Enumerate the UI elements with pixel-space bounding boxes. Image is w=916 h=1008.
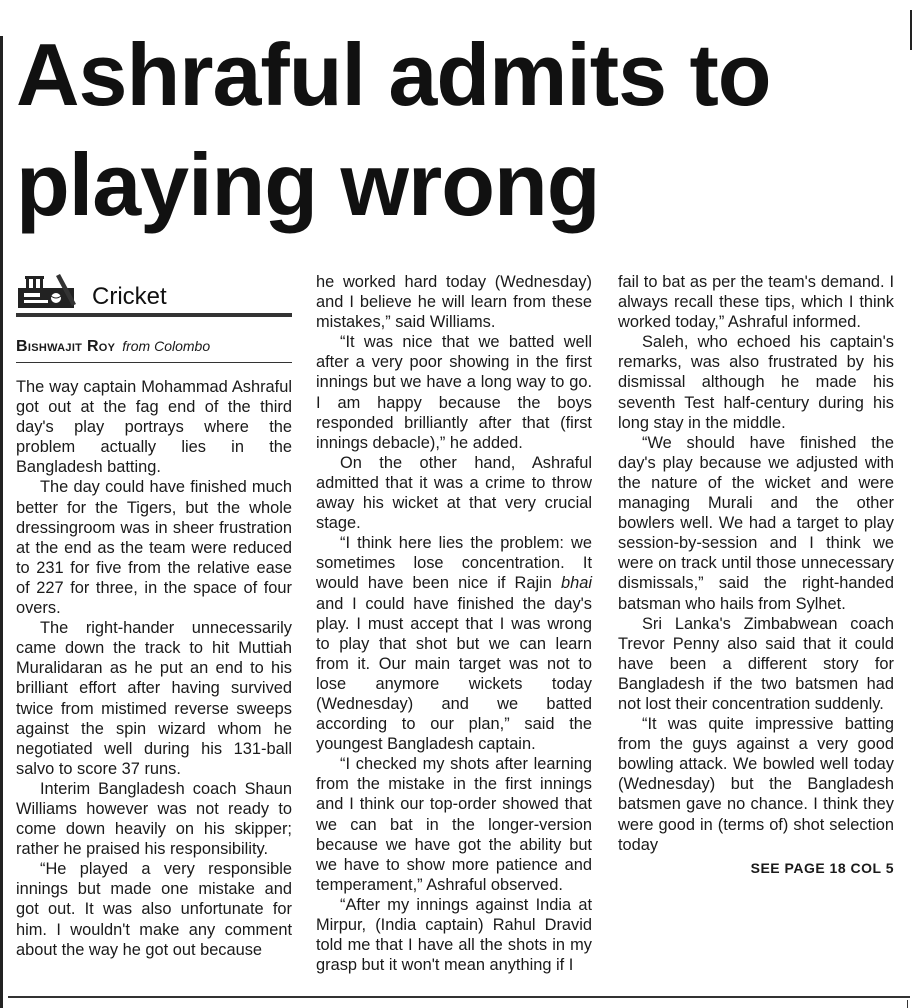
bottom-tick (907, 1000, 908, 1008)
byline-rule (16, 362, 292, 363)
paragraph: “It was nice that we batted well after a very poor showing in the first innings but we have a long way to go. I am happy because the boys responded brilliantly after that (first innings debacle),” he added. (316, 333, 592, 452)
paragraph-text: “I think here lies the problem: we sometimes lose concentration. It would have been nice if Rajin (316, 534, 592, 593)
paragraph: The day could have finished much better for the Tigers, but the whole dressingroom was in sheer frustration at the end as the team were reduced to 231 for five from the relative ease of 227 for three, in the space of four overs. (16, 478, 292, 618)
section-label: Cricket (92, 283, 167, 310)
paragraph: “It was quite impressive batting from the guys against a very good bowling attack. We bowled well today (Wednesday) but the Bangladesh batsmen gave no chance. I think they were good in (terms of) shot selection today (618, 715, 894, 854)
article-column-1 (16, 272, 292, 960)
paragraph: The way captain Mohammad Ashraful got out at the fag end of the third day's play portrays where the problem actually lies in the Bangladesh batting. (16, 378, 292, 477)
section-logo (16, 272, 292, 310)
paragraph (316, 533, 592, 754)
byline-author: Bishwajit Roy (16, 338, 116, 355)
paragraph: The right-hander unnecessarily came down the track to hit Muttiah Muralidaran as he put an end to his brilliant effort after having survived twice from mistimed reverse sweeps against the spin wizard whom he negotiated well during his 131-ball salvo to score 37 runs. (16, 619, 292, 778)
paragraph: “We should have finished the day's play because we adjusted with the nature of the wicket and were managing Murali and the other bowlers well. We had a target to play session-by-session and I think we were on track until those unnecessary dismissals,” said the right-handed batsman who hails from Sylhet. (618, 433, 894, 613)
headline (16, 20, 906, 240)
bottom-rule (8, 996, 910, 998)
byline-location: from Colombo (122, 338, 211, 354)
italic-word: bhai (561, 574, 592, 593)
page-edge-right (910, 10, 912, 50)
paragraph: fail to bat as per the team's demand. I always recall these tips, which I think worked today,” Ashraful informed. (618, 273, 894, 332)
byline (16, 337, 292, 356)
article-column-2 (316, 272, 592, 975)
headline-line-1: Ashraful admits to (16, 25, 771, 124)
page-edge-left (0, 36, 3, 1008)
paragraph: On the other hand, Ashraful admitted that it was a crime to throw away his wicket at that very crucial stage. (316, 453, 592, 533)
paragraph-text: and I could have finished the day's play. I must accept that I was wrong to play that shot but we can learn from it. Our main target was not to lose anymore wickets today (Wednesday) and we batted according to our plan,” said the youngest Bangladesh captain. (316, 594, 592, 754)
paragraph: Interim Bangladesh coach Shaun Williams however was not ready to come down heavily on his skipper; rather he praised his responsibility. (16, 779, 292, 859)
article-column-3 (618, 272, 894, 879)
paragraph: “I checked my shots after learning from the mistake in the first innings and I think our top-order showed that we can bat in the longer-version because we have got the ability but we have to show more patience and temperament,” Ashraful observed. (316, 755, 592, 894)
headline-line-2: playing wrong (16, 135, 600, 234)
paragraph: “After my innings against India at Mirpur, (India captain) Rahul Dravid told me that I have all the shots in my grasp but it won't mean anything if I (316, 895, 592, 975)
paragraph: he worked hard today (Wednesday) and I believe he will learn from these mistakes,” said Williams. (316, 273, 592, 332)
section-rule (16, 313, 292, 317)
paragraph: Saleh, who echoed his captain's remarks, was also frustrated by his dismissal although he made his seventh Test half-century during his long stay in the middle. (618, 333, 894, 432)
continuation-jump: SEE PAGE 18 COL 5 (750, 859, 894, 876)
paragraph: “He played a very responsible innings but made one mistake and got out. It was also unfortunate for him. I wouldn't make any comment about the way he got out because (16, 860, 292, 959)
paragraph: Sri Lanka's Zimbabwean coach Trevor Penny also said that it could have been a different story for Bangladesh if the two batsmen had not lost their concentration suddenly. (618, 614, 894, 713)
cricket-stumps-bat-icon (16, 274, 86, 310)
